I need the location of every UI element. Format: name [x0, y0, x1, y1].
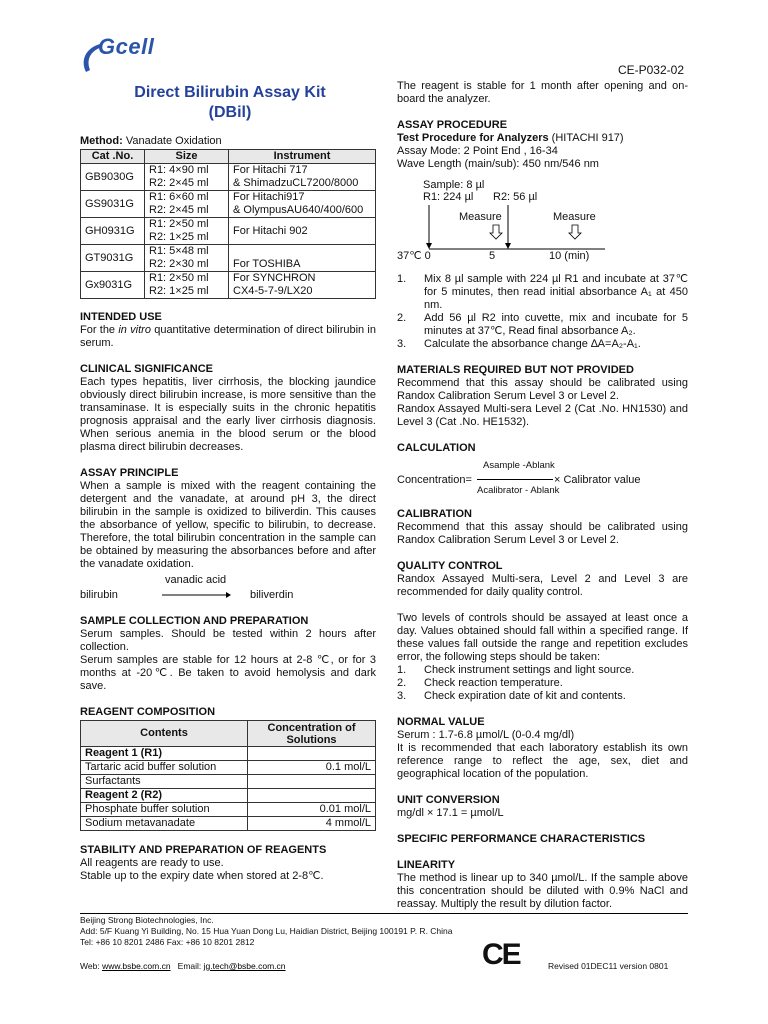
principle-heading: ASSAY PRINCIPLE	[80, 467, 179, 479]
catalog-table	[80, 149, 376, 299]
diagram-r2: R2: 56 µl	[493, 191, 538, 203]
wave-length: Wave Length (main/sub): 450 nm/546 nm	[397, 158, 599, 170]
materials-text: Recommend that this assay should be calibrated using Randox Calibration Serum Level 3 or Level 2.	[397, 377, 688, 402]
reaction-diagram	[80, 574, 376, 606]
diagram-time-5: 5	[489, 250, 496, 262]
reagent-table	[80, 720, 376, 831]
right-column	[397, 80, 688, 911]
footer	[80, 915, 690, 948]
procedure-diagram	[397, 179, 688, 273]
diagram-sample: Sample: 8 µl	[423, 179, 485, 191]
table-row: Reagent 2 (R2)	[81, 789, 376, 803]
diagram-measure-2: Measure	[553, 211, 596, 223]
procedure-heading: ASSAY PROCEDURE	[397, 119, 508, 131]
sample-heading: SAMPLE COLLECTION AND PREPARATION	[80, 615, 309, 627]
normal-line: Serum : 1.7-6.8 µmol/L (0-0.4 mg/dl)	[397, 729, 575, 741]
table-header: Contents	[81, 721, 248, 747]
materials-heading: MATERIALS REQUIRED BUT NOT PROVIDED	[397, 364, 634, 376]
footer-company: Beijing Strong Biotechnologies, Inc.	[80, 915, 214, 925]
website-link[interactable]: www.bsbe.com.cn	[102, 961, 171, 971]
clinical-heading: CLINICAL SIGNIFICANCE	[80, 363, 214, 375]
qc-text: Randox Assayed Multi-sera, Level 2 and Level 3 are recommended for daily quality control.	[397, 573, 688, 598]
reagent-heading: REAGENT COMPOSITION	[80, 706, 216, 718]
reaction-arrow-icon	[162, 590, 232, 600]
table-header: Instrument	[229, 150, 376, 164]
gcell-logo: Gcell	[80, 40, 190, 76]
timeline-arrows-icon	[397, 179, 688, 273]
materials-text-2: Randox Assayed Multi-sera Level 2 (Cat .No. HN1530) and Level 3 (Cat .No. HE1532).	[397, 403, 688, 428]
table-row: Phosphate buffer solution 0.01 mol/L	[81, 803, 376, 817]
table-row: Surfactants	[81, 775, 376, 789]
table-row: Gx9031G R1: 2×50 ml R2: 1×25 ml For SYNCHRON CX4-5-7-9/LX20	[81, 272, 376, 299]
stability-line-2: Stable up to the expiry date when stored at 2-8℃.	[80, 870, 324, 882]
clinical-text: Each types hepatitis, liver cirrhosis, the blocking jaundice obviously direct bilirubin increase, is more sensitive than the transaminase. It is especially suits in the chronic hepatitis prognosis appraisal and the early liver cirrhosis diagnosis. When serious anemia in the blood serum or the blood plasma direct bilirubin decreases.	[80, 376, 376, 453]
unit-text: mg/dl × 17.1 = µmol/L	[397, 807, 504, 819]
normal-heading: NORMAL VALUE	[397, 716, 485, 728]
table-row: GT9031G R1: 5×48 ml R2: 2×30 ml For TOSHIBA	[81, 245, 376, 272]
sample-text-1: Serum samples. Should be tested within 2 hours after collection.	[80, 628, 376, 653]
reaction-agent: vanadic acid	[165, 574, 227, 586]
table-row: Sodium metavanadate 4 mmol/L	[81, 817, 376, 831]
page-subtitle: (DBil)	[208, 104, 252, 121]
ce-mark-icon: CE	[482, 938, 520, 971]
intended-use-heading: INTENDED USE	[80, 311, 162, 323]
formula-numerator: Asample -Ablank	[483, 460, 555, 471]
table-row: Tartaric acid buffer solution 0.1 mol/L	[81, 761, 376, 775]
stability-heading: STABILITY AND PREPARATION OF REAGENTS	[80, 844, 327, 856]
diagram-r1: R1: 224 µl	[423, 191, 474, 203]
table-row: Reagent 1 (R1)	[81, 747, 376, 761]
footer-address: Add: 5/F Kuang Yi Building, No. 15 Hua Yuan Dong Lu, Haidian District, Beijing 100191 P. R. China	[80, 926, 453, 936]
linearity-text: The method is linear up to 340 µmol/L. If the sample above this concentration should be diluted with 0.9% NaCl and reassay. Multiply the result by dilution factor.	[397, 872, 688, 910]
list-item: 2. Add 56 µl R2 into cuvette, mix and incubate for 5 minutes at 37℃, Read final absorbance A₂.	[397, 312, 688, 337]
list-item: 1. Mix 8 µl sample with 224 µl R1 and incubate at 37℃ for 5 minutes, then read initial absorbance A₁ at 450 nm.	[397, 273, 688, 311]
procedure-steps	[397, 273, 688, 351]
footer-contacts: Web: www.bsbe.com.cn Email: jg.tech@bsbe.com.cn	[80, 961, 286, 971]
table-row: GB9030G R1: 4×90 ml R2: 2×45 ml For Hitachi 717 & ShimadzuCL7200/8000	[81, 164, 376, 191]
product: biliverdin	[250, 589, 294, 601]
reactant: bilirubin	[80, 589, 118, 601]
diagram-time-10: 10 (min)	[549, 250, 590, 262]
procedure-subheading: Test Procedure for Analyzers (HITACHI 917)	[397, 132, 624, 144]
table-header: Size	[145, 150, 229, 164]
intended-use-text: For the in vitro quantitative determination of direct bilirubin in serum.	[80, 324, 376, 349]
table-row: GS9031G R1: 6×60 ml R2: 2×45 ml For Hitachi917 & OlympusAU640/400/600	[81, 191, 376, 218]
page-title: Direct Bilirubin Assay Kit	[134, 84, 326, 101]
left-column	[80, 135, 376, 883]
list-item: 3. Calculate the absorbance change ∆A=A₂-A₁.	[397, 338, 641, 350]
calculation-heading: CALCULATION	[397, 442, 476, 454]
qc-steps	[397, 664, 688, 703]
diagram-measure-1: Measure	[459, 211, 502, 223]
email-link[interactable]: jg.tech@bsbe.com.cn	[203, 961, 286, 971]
calibration-heading: CALIBRATION	[397, 508, 472, 520]
table-header: Cat .No.	[81, 150, 145, 164]
list-item: 3. Check expiration date of kit and contents.	[397, 690, 626, 702]
unit-heading: UNIT CONVERSION	[397, 794, 500, 806]
stability-line-3: The reagent is stable for 1 month after opening and on-board the analyzer.	[397, 80, 688, 105]
stability-line-1: All reagents are ready to use.	[80, 857, 224, 869]
normal-text: It is recommended that each laboratory establish its own reference range to reflect the age, sex, diet and geographical location of the population.	[397, 742, 688, 780]
table-header: Concentration of Solutions	[248, 721, 376, 747]
method-line: Method: Vanadate Oxidation	[80, 135, 222, 147]
linearity-heading: LINEARITY	[397, 859, 456, 871]
calculation-formula: Concentration= Asample -Ablank Acalibrator - Ablank × Calibrator value	[397, 460, 641, 496]
formula-denominator: Acalibrator - Ablank	[477, 485, 560, 496]
performance-heading: SPECIFIC PERFORMANCE CHARACTERISTICS	[397, 833, 646, 845]
footer-divider	[80, 913, 688, 914]
diagram-time-0: 37℃ 0	[397, 250, 431, 262]
revision-info: Revised 01DEC11 version 0801	[548, 961, 669, 971]
sample-text-2: Serum samples are stable for 12 hours at 2-8 ℃, or for 3 months at -20℃. Be taken to avoid hemolysis and dark save.	[80, 654, 376, 692]
footer-tel: Tel: +86 10 8201 2486 Fax: +86 10 8201 2812	[80, 937, 255, 947]
list-item: 2. Check reaction temperature.	[397, 677, 563, 689]
table-row: GH0931G R1: 2×50 ml R2: 1×25 ml For Hitachi 902	[81, 218, 376, 245]
calibration-text: Recommend that this assay should be calibrated using Randox Calibration Serum Level 3 or Level 2.	[397, 521, 688, 546]
qc-text-2: Two levels of controls should be assayed at least once a day. Values obtained should fall within a specified range. If these values fall outside the range and repetition excludes error, the following steps should be taken:	[397, 612, 688, 663]
assay-mode: Assay Mode: 2 Point End , 16-34	[397, 145, 558, 157]
principle-text: When a sample is mixed with the reagent containing the detergent and the vanadate, at around pH 3, the direct bilirubin in the sample is oxidized to biliverdin. This causes the absorbance of yellow, specific to bilirubin, to decrease. Therefore, the total bilirubin concentration in the sample can be obtained by measuring the absorbances before and after the vanadate oxidation.	[80, 480, 376, 570]
document-id: CE-P032-02	[617, 63, 684, 77]
qc-heading: QUALITY CONTROL	[397, 560, 503, 572]
list-item: 1. Check instrument settings and light source.	[397, 664, 635, 676]
